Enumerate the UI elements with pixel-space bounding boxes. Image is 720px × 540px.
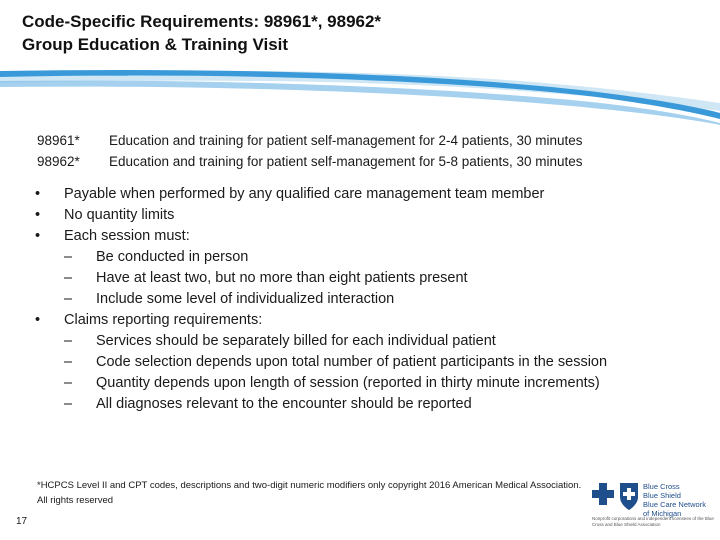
bullet-marker: •	[35, 207, 41, 223]
sub-bullet-item	[35, 352, 705, 373]
footnote-line-2: All rights reserved	[37, 495, 114, 506]
code-row	[37, 151, 583, 172]
bullet-marker: •	[35, 228, 41, 244]
sub-bullet-text: Be conducted in person	[96, 249, 249, 265]
logo-line-1: Blue Cross	[643, 482, 680, 491]
code-list	[37, 130, 583, 172]
dash-marker: –	[64, 354, 73, 370]
page-title	[22, 10, 702, 56]
bullet-item	[35, 205, 705, 226]
logo-line-3: Blue Care Network	[643, 500, 706, 509]
dash-marker: –	[64, 396, 73, 412]
bullet-marker: •	[35, 312, 41, 328]
dash-marker: –	[64, 270, 73, 286]
logo-wordmark	[643, 482, 706, 518]
dash-marker: –	[64, 333, 73, 349]
title-line-1: Code-Specific Requirements: 98961*, 98962*	[22, 12, 382, 31]
bcbs-logo	[588, 478, 716, 536]
bullet-text: No quantity limits	[64, 207, 175, 223]
sub-bullet-item	[35, 289, 705, 310]
bullet-text: Each session must:	[64, 228, 190, 244]
sub-bullet-text: All diagnoses relevant to the encounter should be reported	[96, 396, 472, 412]
logo-line-2: Blue Shield	[643, 491, 681, 500]
logo-line-4: of Michigan	[643, 509, 682, 518]
sub-bullet-text: Code selection depends upon total number of patient participants in the session	[96, 354, 608, 370]
cross-shield-icon	[590, 480, 642, 514]
sub-bullet-item	[35, 394, 705, 415]
code-description: Education and training for patient self-management for 2-4 patients, 30 minutes	[109, 133, 583, 148]
bullet-item	[35, 184, 705, 205]
logo-tagline: Nonprofit corporations and independent licensees of the Blue Cross and Blue Shield Association	[592, 516, 714, 527]
dash-marker: –	[64, 375, 73, 391]
code-description: Education and training for patient self-management for 5-8 patients, 30 minutes	[109, 154, 583, 169]
code-number: 98961*	[37, 133, 80, 148]
blue-swoosh-decoration	[0, 55, 720, 125]
bullet-item	[35, 310, 705, 331]
bullet-text: Claims reporting requirements:	[64, 312, 263, 328]
sub-bullet-text: Include some level of individualized interaction	[96, 291, 395, 307]
dash-marker: –	[64, 249, 73, 265]
title-line-2: Group Education & Training Visit	[22, 35, 289, 54]
dash-marker: –	[64, 291, 73, 307]
sub-bullet-item	[35, 331, 705, 352]
sub-bullet-item	[35, 247, 705, 268]
sub-bullet-text: Have at least two, but no more than eight patients present	[96, 270, 468, 286]
bullet-text: Payable when performed by any qualified care management team member	[64, 186, 545, 202]
sub-bullet-item	[35, 268, 705, 289]
copyright-footnote	[37, 478, 637, 508]
page-number: 17	[16, 516, 28, 527]
sub-bullet-text: Quantity depends upon length of session (reported in thirty minute increments)	[96, 375, 600, 391]
bullet-marker: •	[35, 186, 41, 202]
bullet-item	[35, 226, 705, 247]
code-row	[37, 130, 583, 151]
sub-bullet-text: Services should be separately billed for each individual patient	[96, 333, 496, 349]
requirements-list	[35, 184, 705, 415]
code-number: 98962*	[37, 154, 80, 169]
footnote-line-1: *HCPCS Level II and CPT codes, descriptions and two-digit numeric modifiers only copyright 2016 American Medical Association.	[37, 480, 582, 491]
sub-bullet-item	[35, 373, 705, 394]
